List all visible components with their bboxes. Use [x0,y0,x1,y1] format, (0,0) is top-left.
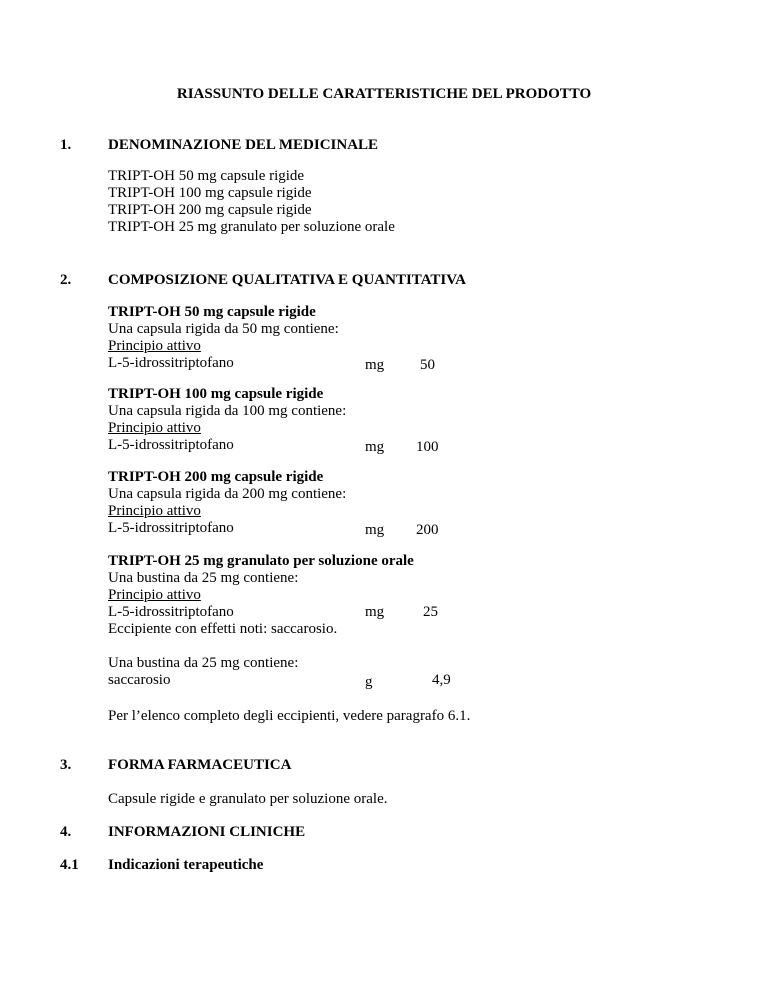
section-4-1-heading: Indicazioni terapeutiche [108,857,264,873]
quantity-value: 200 [416,522,439,538]
quantity-unit: mg [365,439,385,455]
composition-title: TRIPT-OH 200 mg capsule rigide [108,469,324,485]
excipient-contains: Una bustina da 25 mg contiene: [108,655,299,671]
active-ingredient-label: Principio attivo [108,503,201,519]
quantity-unit: mg [365,522,385,538]
quantity-value: 50 [420,357,435,373]
product-name-line: TRIPT-OH 200 mg capsule rigide [108,202,312,218]
composition-contains: Una bustina da 25 mg contiene: [108,570,299,586]
excipients-footnote: Per l’elenco completo degli eccipienti, vedere paragrafo 6.1. [108,708,471,724]
excipient-unit: g [365,674,373,690]
section-1-heading: DENOMINAZIONE DEL MEDICINALE [108,137,379,153]
active-substance: L-5-idrossitriptofano [108,520,234,536]
active-substance: L-5-idrossitriptofano [108,437,234,453]
product-name-line: TRIPT-OH 100 mg capsule rigide [108,185,312,201]
quantity-unit: mg [365,604,385,620]
excipient-value: 4,9 [432,672,451,688]
active-substance: L-5-idrossitriptofano [108,355,234,371]
section-4-number: 4. [60,824,72,840]
excipient-note: Eccipiente con effetti noti: saccarosio. [108,621,338,637]
composition-contains: Una capsula rigida da 100 mg contiene: [108,403,347,419]
section-2-heading: COMPOSIZIONE QUALITATIVA E QUANTITATIVA [108,272,466,288]
quantity-unit: mg [365,357,385,373]
active-ingredient-label: Principio attivo [108,338,201,354]
composition-contains: Una capsula rigida da 50 mg contiene: [108,321,339,337]
section-1-number: 1. [60,137,72,153]
composition-title: TRIPT-OH 100 mg capsule rigide [108,386,324,402]
quantity-value: 25 [423,604,438,620]
document-title: RIASSUNTO DELLE CARATTERISTICHE DEL PRODOTTO [176,86,592,102]
active-ingredient-label: Principio attivo [108,420,201,436]
product-name-line: TRIPT-OH 25 mg granulato per soluzione orale [108,219,395,235]
composition-contains: Una capsula rigida da 200 mg contiene: [108,486,347,502]
section-4-1-number: 4.1 [60,857,79,873]
active-ingredient-label: Principio attivo [108,587,201,603]
section-3-number: 3. [60,757,72,773]
section-4-heading: INFORMAZIONI CLINICHE [108,824,306,840]
excipient-substance: saccarosio [108,672,171,688]
composition-title: TRIPT-OH 50 mg capsule rigide [108,304,316,320]
section-2-number: 2. [60,272,72,288]
quantity-value: 100 [416,439,439,455]
pharmaceutical-form-text: Capsule rigide e granulato per soluzione orale. [108,791,388,807]
product-name-line: TRIPT-OH 50 mg capsule rigide [108,168,305,184]
section-3-heading: FORMA FARMACEUTICA [108,757,292,773]
active-substance: L-5-idrossitriptofano [108,604,234,620]
composition-title: TRIPT-OH 25 mg granulato per soluzione orale [108,553,414,569]
